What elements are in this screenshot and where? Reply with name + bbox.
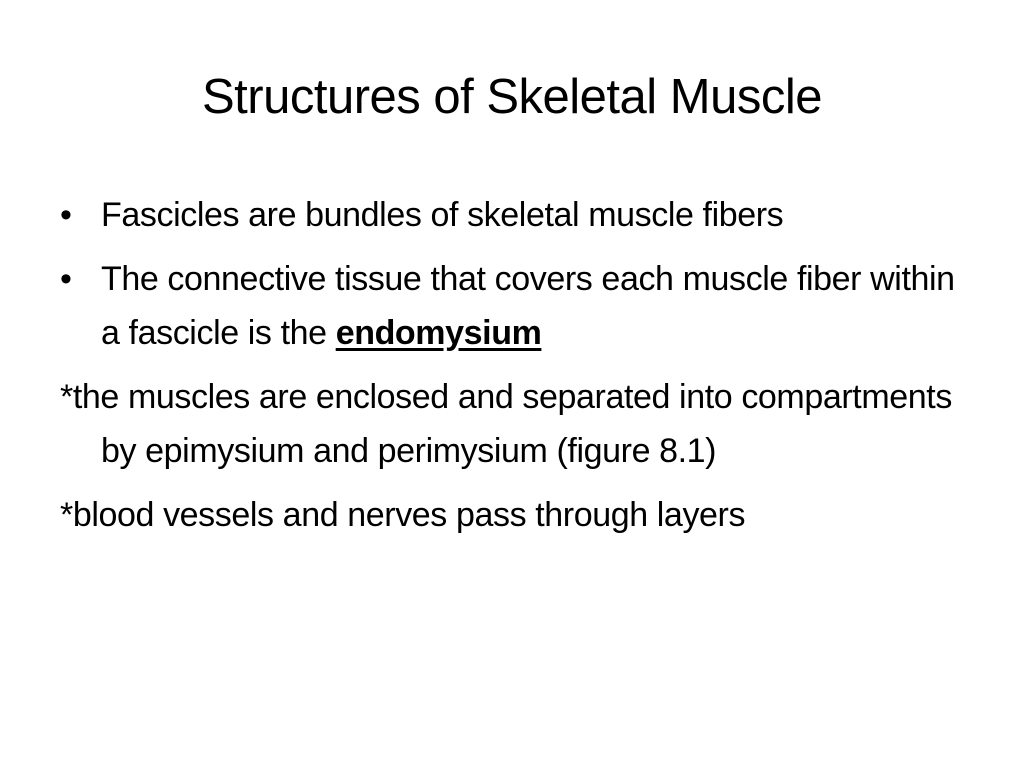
note-item: *blood vessels and nerves pass through layers: [60, 496, 746, 534]
slide-body: [60, 188, 970, 552]
bullet-item: [60, 252, 970, 360]
bullet-text: Fascicles are bundles of skeletal muscle fibers: [101, 196, 784, 234]
bullet-text: The connective tissue that covers each muscle fiber within a fascicle is the: [101, 260, 955, 352]
emphasized-term: endomysium: [335, 314, 542, 352]
bullet-icon: •: [60, 260, 72, 298]
bullet-icon: •: [60, 196, 72, 234]
bullet-item: [60, 188, 970, 242]
note-item: *the muscles are enclosed and separated into compartments by epimysium and perimysium (figure 8.1): [60, 378, 952, 470]
slide-title: Structures of Skeletal Muscle: [201, 70, 823, 124]
